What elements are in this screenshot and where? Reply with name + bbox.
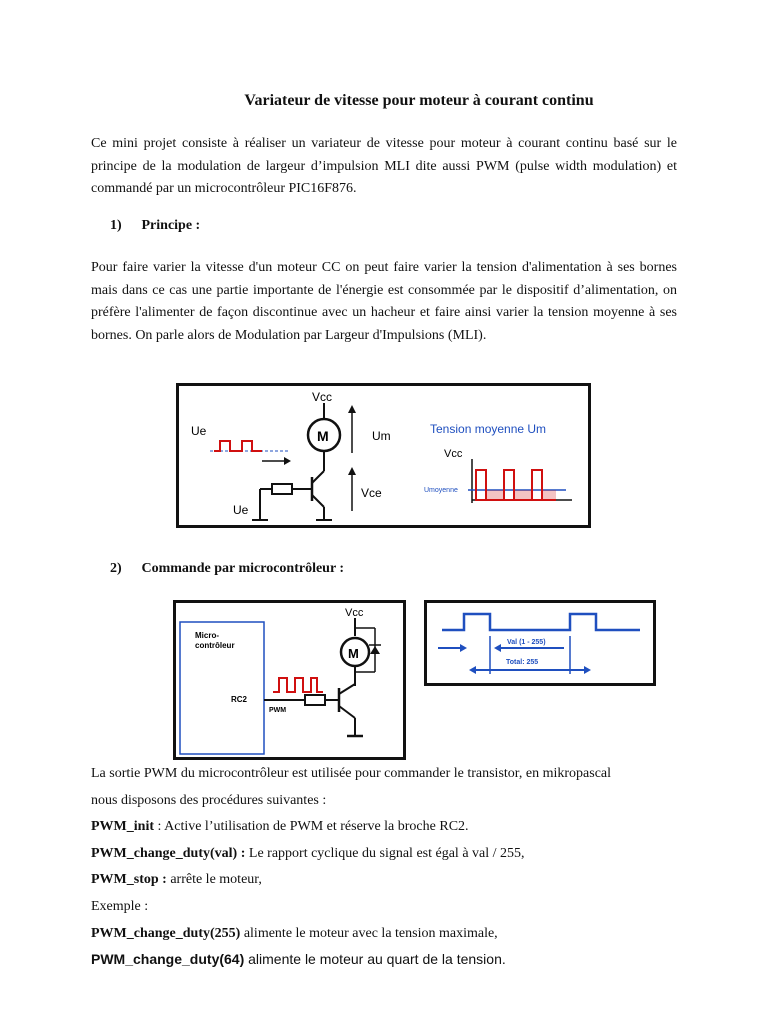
fig3-total-label: Total: 255 [506, 659, 539, 666]
section-label: Commande par microcontrôleur : [141, 561, 345, 576]
exemple-label: Exemple : [91, 899, 149, 914]
section-principe-heading [110, 218, 200, 234]
figure-hacheur [176, 383, 591, 528]
example-desc: alimente le moteur au quart de la tension. [244, 951, 506, 967]
figure-microcontroleur [173, 600, 406, 760]
section-number: 1) [110, 218, 122, 233]
fig1-graph-title: Tension moyenne Um [430, 422, 547, 436]
fig2-motor-label: M [348, 646, 359, 661]
section-commande-heading [110, 561, 344, 577]
section-number: 2) [110, 561, 122, 576]
proc-desc: Le rapport cyclique du signal est égal à val / 255, [245, 846, 525, 861]
figure-rapport-cyclique [424, 600, 656, 686]
example-line-1 [91, 926, 498, 942]
example-line-2 [91, 951, 506, 967]
pwm-intro-line-2: nous disposons des procédures suivantes : [91, 793, 327, 808]
fig1-ue-base-label: Ue [233, 503, 249, 517]
intro-paragraph: Ce mini projet consiste à réaliser un variateur de vitesse pour moteur à courant continu basé sur le principe de la modulation de largeur d’impulsion MLI dite aussi PWM (pulse width modulation) et commandé par un microcontrôleur PIC16F876. [91, 136, 677, 196]
fig2-vcc-label: Vcc [345, 607, 364, 619]
example-desc: alimente le moteur avec la tension maximale, [240, 926, 498, 941]
fig1-ue-input-label: Ue [191, 424, 207, 438]
proc-name: PWM_stop : [91, 872, 167, 887]
fig2-rc2-label: RC2 [231, 695, 248, 704]
proc-name: PWM_change_duty(val) : [91, 846, 246, 861]
proc-name: PWM_init [91, 819, 154, 834]
fig2-mcu-label-2: contrôleur [195, 641, 235, 650]
fig3-val-label: Val (1 - 255) [507, 639, 546, 646]
proc-desc: arrête le moteur, [166, 872, 262, 887]
fig2-pwm-label: PWM [269, 707, 287, 714]
fig1-vcc-label: Vcc [312, 390, 333, 404]
fig1-umoyenne-label: Umoyenne [424, 487, 458, 494]
section-label: Principe : [141, 218, 201, 233]
page-title: Variateur de vitesse pour moteur à courant continu [244, 92, 594, 109]
fig1-motor-label: M [317, 428, 329, 444]
example-name: PWM_change_duty(255) [91, 926, 241, 941]
fig1-um-label: Um [372, 429, 391, 443]
pwm-intro-line-1: La sortie PWM du microcontrôleur est utilisée pour commander le transistor, en mikropascal [91, 766, 612, 781]
proc-pwm-stop [91, 872, 262, 888]
fig1-graph-vcc-label: Vcc [444, 448, 463, 460]
fig2-mcu-label-1: Micro- [195, 631, 219, 640]
proc-pwm-init [91, 819, 469, 835]
principe-paragraph: Pour faire varier la vitesse d'un moteur CC on peut faire varier la tension d'alimentation à ses bornes mais dans ce cas une partie importante de l'énergie est consommée par le dispositif d’alimentation, on préfère l'alimenter de façon discontinue avec un hacheur et faire ainsi varier la tension moyenne à ses bornes. On parle alors de Modulation par Largeur d'Impulsions (MLI). [91, 260, 677, 343]
fig1-vce-label: Vce [361, 486, 382, 500]
example-name: PWM_change_duty(64) [91, 951, 245, 967]
proc-desc: : Active l’utilisation de PWM et réserve la broche RC2. [154, 819, 469, 834]
proc-pwm-change-duty [91, 846, 525, 862]
